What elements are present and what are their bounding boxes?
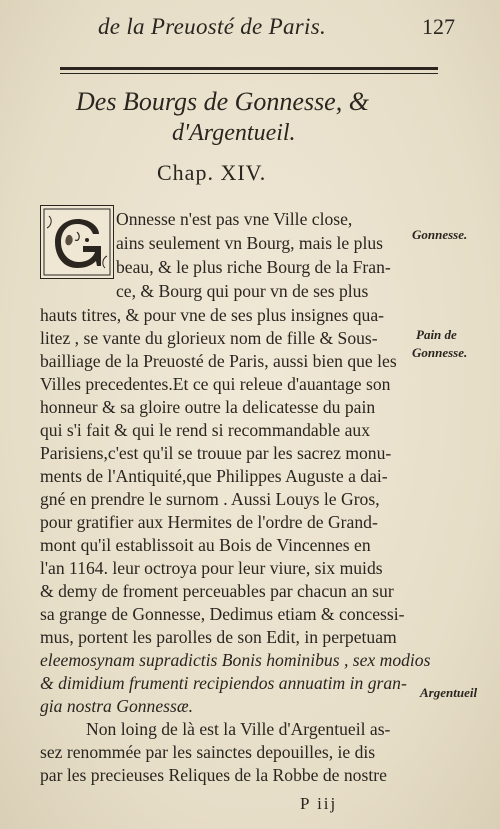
margin-note-gonnesse: Gonnesse. [412,227,468,242]
section-title-line-1: Des Bourgs de Gonnesse, & [76,87,369,116]
body-line-4: ce, & Bourg qui pour vn de ses plus [116,281,369,301]
section-title-line-2: d'Argentueil. [172,120,296,146]
running-head: de la Preuosté de Paris. [98,14,327,39]
header-rule-thick [60,67,438,70]
body-line-22: gia nostra Gonnessæ. [40,696,193,716]
body-line-12: ments de l'Antiquité,que Philippes Auguste a dai- [40,466,388,486]
body-line-6: litez , se vante du glorieux nom de fille & Sous- [40,328,378,348]
body-line-23: Non loing de là est la Ville d'Argentueil as- [86,719,391,739]
body-line-1: Onnesse n'est pas vne Ville close, [116,209,353,229]
signature-mark: P iij [300,794,338,813]
body-line-8: Villes precedentes.Et ce qui releue d'auantage son [40,374,391,394]
body-line-14: pour gratifier aux Hermites de l'ordre de Grand- [40,512,378,532]
body-line-5: hauts titres, & pour vne de ses plus insignes qua- [40,305,385,325]
body-line-20: eleemosynam supradictis Bonis hominibus , sex modios [40,650,431,670]
margin-note-gonnesse-2: Gonnesse. [412,345,468,360]
ornamental-initial-g-icon [40,205,114,279]
body-line-13: gné en prendre le surnom . Aussi Louys le Gros, [40,489,380,509]
page-number: 127 [422,14,455,39]
margin-note-argentueil: Argentueil [420,685,478,700]
body-line-2: ains seulement vn Bourg, mais le plus [116,233,383,253]
body-line-25: par les precieuses Reliques de la Robbe de nostre [40,765,387,785]
body-line-7: bailliage de la Preuosté de Paris, aussi bien que les [40,351,397,371]
body-line-21: & dimidium frumenti recipiendos annuatim in gran- [40,673,407,693]
body-line-10: qui s'i fait & qui le rend si recommandable aux [40,420,371,440]
margin-note-pain-de: Pain de [416,327,457,342]
body-line-15: mont qu'il establissoit au Bois de Vincennes en [40,535,371,555]
body-line-3: beau, & le plus riche Bourg de la Fran- [116,257,391,277]
header-rule-thin [60,73,438,74]
chapter-heading: Chap. XIV. [157,160,267,185]
body-line-9: honneur & sa gloire outre la delicatesse du pain [40,397,376,417]
body-line-19: mus, portent les parolles de son Edit, in perpetuam [40,627,397,647]
body-line-17: & demy de froment perceuables par chacun an sur [40,581,394,601]
body-line-16: l'an 1164. leur octroya pour leur viure, six muids [40,558,383,578]
body-line-11: Parisiens,c'est qu'il se trouue par les sacrez monu- [40,443,392,463]
body-line-24: sez renommée par les sainctes depouilles, ie dis [40,742,376,762]
body-line-18: sa grange de Gonnesse, Dedimus etiam & concessi- [40,604,405,624]
